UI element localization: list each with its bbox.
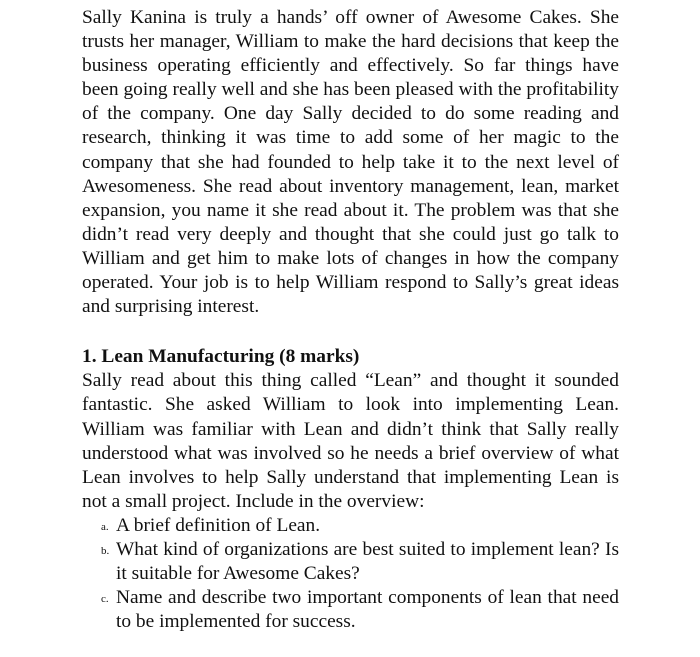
list-marker: b. [101, 544, 110, 557]
list-item-text: What kind of organizations are best suited to implement lean? Is it suitable for Awesome Cakes? [116, 538, 619, 585]
requirements-list [82, 514, 619, 634]
intro-paragraph: Sally Kanina is truly a hands’ off owner of Awesome Cakes. She trusts her manager, William to make the hard decisions that keep the business operating efficiently and effectively. So far things have been going really well and she has been pleased with the profitability of the company. One day Sally decided to do some reading and research, thinking it was time to add some of her magic to the company that she had founded to help take it to the next level of Awesomeness. She read about inventory management, lean, market expansion, you name it she read about it. The problem was that she didn’t read very deeply and thought that she could just go talk to William and get him to make lots of changes in how the company operated. Your job is to help William respond to Sally’s great ideas and surprising interest. [82, 7, 619, 318]
list-item-text: A brief definition of Lean. [116, 514, 321, 536]
list-item-text: Name and describe two important components of lean that need to be implemented for success. [116, 587, 619, 633]
section-paragraph: Sally read about this thing called “Lean” and thought it sounded fantastic. She asked William to look into implementing Lean. William was familiar with Lean and didn’t think that Sally really understood what was involved so he needs a brief overview of what Lean involves to help Sally understand that implementing Lean is not a small project. Include in the overview: [82, 370, 619, 512]
list-item [82, 514, 619, 538]
section-heading: 1. Lean Manufacturing (8 marks) [82, 346, 360, 368]
list-item [82, 586, 619, 634]
document-page [82, 6, 619, 634]
list-marker: a. [101, 520, 109, 533]
list-marker: c. [101, 593, 109, 606]
list-item [82, 538, 619, 586]
